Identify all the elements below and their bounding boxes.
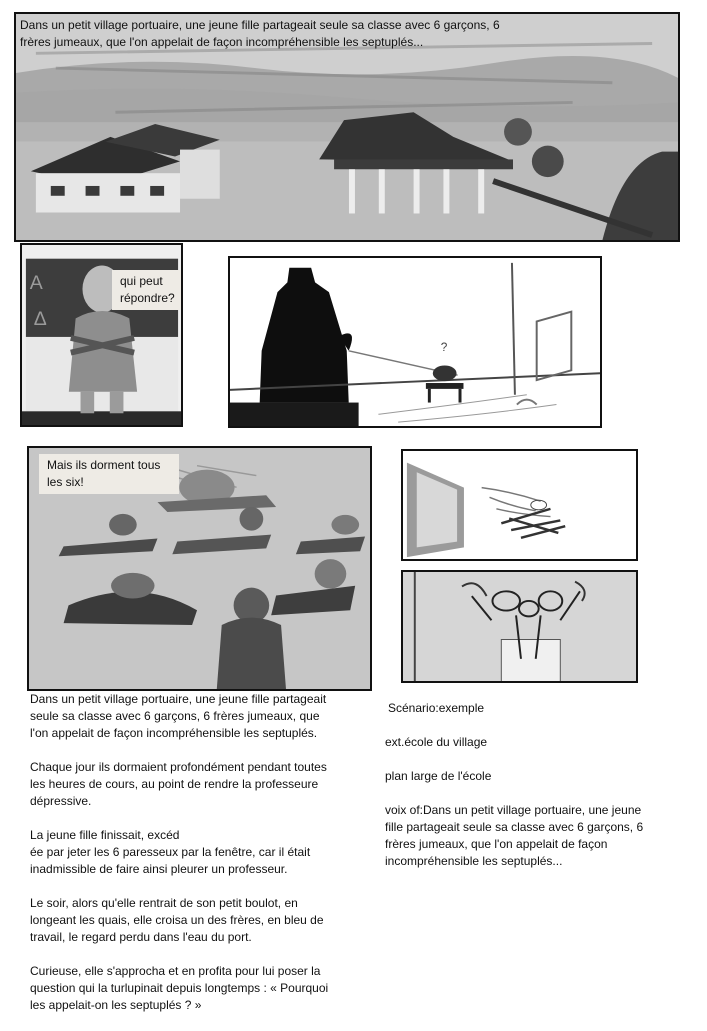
story-paragraph: Curieuse, elle s'approcha et en profita pour lui poser la question qui la turlupinait depuis longtemps : « Pourquoi les appelait-on les septuplés ? » xyxy=(30,964,329,1012)
classroom-sketch xyxy=(230,258,600,426)
svg-text:A: A xyxy=(29,271,43,295)
panel-sleeping xyxy=(27,446,372,691)
script-line: voix of:Dans un petit village portuaire, une jeune fille partageait seule sa classe avec 6 garçons, 6 frères jumeaux, que l'on appelait de façon incompréhensible les septuplés... xyxy=(385,803,644,868)
falling-sketch xyxy=(403,572,636,681)
panel-window-throw xyxy=(401,449,638,561)
story-paragraph: Le soir, alors qu'elle rentrait de son petit boulot, en longeant les quais, elle croisa un des frères, en bleu de travail, le regard perdu dans l'eau du port. xyxy=(30,896,324,944)
village-caption: Dans un petit village portuaire, une jeune fille partageait seule sa classe avec 6 garçons, 6 frères jumeaux, que l'on appelait de façon incompréhensible les septuplés... xyxy=(20,18,500,49)
story-paragraph: Chaque jour ils dormaient profondément pendant toutes les heures de cours, au point de rendre la professeure dépressive. xyxy=(30,760,327,808)
story-text xyxy=(30,691,340,1031)
script-text xyxy=(385,700,645,887)
window-throw-sketch xyxy=(403,451,636,559)
svg-text:Δ: Δ xyxy=(33,308,47,331)
story-paragraph: Dans un petit village portuaire, une jeune fille partageait seule sa classe avec 6 garçons, 6 frères jumeaux, que l'on appelait de façon incompréhensible les septuplés. xyxy=(30,692,327,740)
panel-falling xyxy=(401,570,638,683)
svg-text:?: ? xyxy=(440,340,448,354)
script-line: ext.école du village xyxy=(385,735,488,749)
story-paragraph: La jeune fille finissait, excéd ée par jeter les 6 paresseux par la fenêtre, car il était inadmissible de faire ainsi pleurer un professeur. xyxy=(30,828,311,876)
script-title: Scénario:exemple xyxy=(388,701,485,715)
panel-teacher xyxy=(20,243,183,427)
sleeping-speech-bubble: Mais ils dorment tous les six! xyxy=(39,454,179,494)
script-line: plan large de l'école xyxy=(385,769,492,783)
panel-classroom xyxy=(228,256,602,428)
panel-village xyxy=(14,12,680,242)
teacher-speech-bubble: qui peut répondre? xyxy=(112,270,183,310)
